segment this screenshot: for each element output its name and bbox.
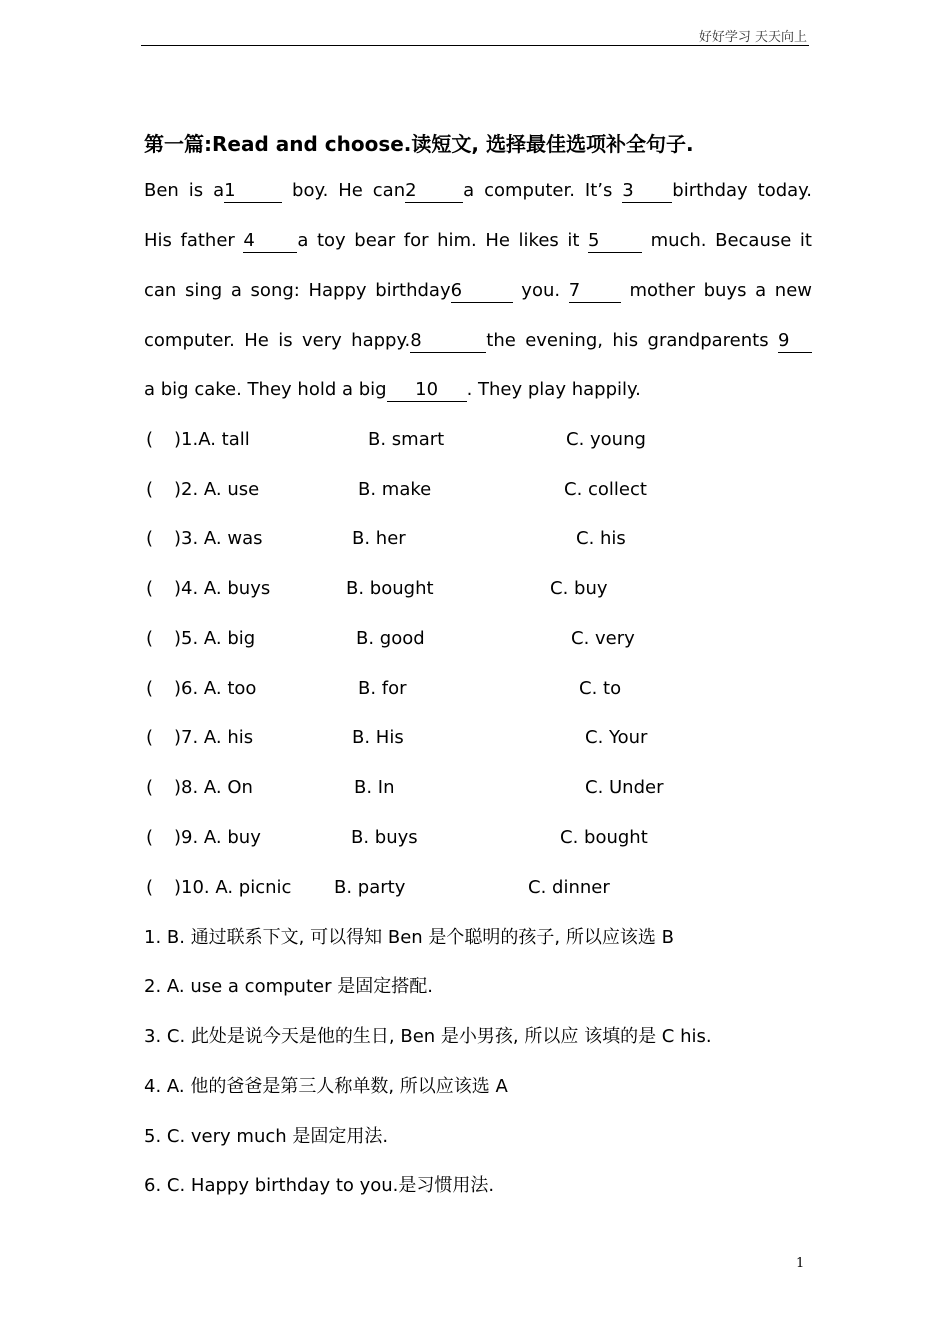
blank-1: 1 <box>224 180 282 203</box>
page-header <box>141 24 809 46</box>
question-5: ( )5. A. big B. good C. very <box>146 628 635 649</box>
section-title: 第一篇:Read and choose.读短文, 选择最佳选项补全句子. <box>144 132 694 156</box>
explanation-3: 3. C. 此处是说今天是他的生日, Ben 是小男孩, 所以应 该填的是 C his. <box>144 1026 712 1047</box>
blank-3: 3 <box>622 180 672 203</box>
passage-line-1: Ben is a1 boy. He can2 a computer. It’s 3 birthday today. <box>144 180 812 201</box>
blank-7: 7 <box>569 280 621 303</box>
question-7: ( )7. A. his B. His C. Your <box>146 727 648 748</box>
explanation-4: 4. A. 他的爸爸是第三人称单数, 所以应该选 A <box>144 1076 508 1097</box>
question-3: ( )3. A. was B. her C. his <box>146 528 626 549</box>
explanation-1: 1. B. 通过联系下文, 可以得知 Ben 是个聪明的孩子, 所以应该选 B <box>144 927 674 948</box>
question-8: ( )8. A. On B. In C. Under <box>146 777 664 798</box>
blank-2: 2 <box>405 180 463 203</box>
question-10: ( )10. A. picnic B. party C. dinner <box>146 877 610 898</box>
blank-6: 6 <box>451 280 513 303</box>
blank-4: 4 <box>243 230 297 253</box>
question-9: ( )9. A. buy B. buys C. bought <box>146 827 648 848</box>
question-6: ( )6. A. too B. for C. to <box>146 678 622 699</box>
page-number: 1 <box>796 1256 805 1271</box>
blank-5: 5 <box>588 230 642 253</box>
passage-line-2: His father 4 a toy bear for him. He likes it 5 much. Because it <box>144 230 812 251</box>
question-4: ( )4. A. buys B. bought C. buy <box>146 578 608 599</box>
blank-9: 9 <box>778 330 812 353</box>
blank-10: 10 <box>387 379 467 402</box>
question-1: ( )1.A. tall B. smart C. young <box>146 429 646 450</box>
passage-line-3: can sing a song: Happy birthday6 you. 7 mother buys a new <box>144 280 812 301</box>
header-motto: 好好学习 天天向上 <box>698 30 807 45</box>
blank-8: 8 <box>410 330 486 353</box>
explanation-5: 5. C. very much 是固定用法. <box>144 1126 389 1147</box>
passage-line-4: computer. He is very happy.8 the evening, his grandparents 9 <box>144 327 812 355</box>
explanation-2: 2. A. use a computer 是固定搭配. <box>144 976 433 997</box>
question-2: ( )2. A. use B. make C. collect <box>146 479 647 500</box>
explanation-6: 6. C. Happy birthday to you.是习惯用法. <box>144 1175 495 1196</box>
passage-line-5: a big cake. They hold a big 10 . They play happily. <box>144 379 641 400</box>
